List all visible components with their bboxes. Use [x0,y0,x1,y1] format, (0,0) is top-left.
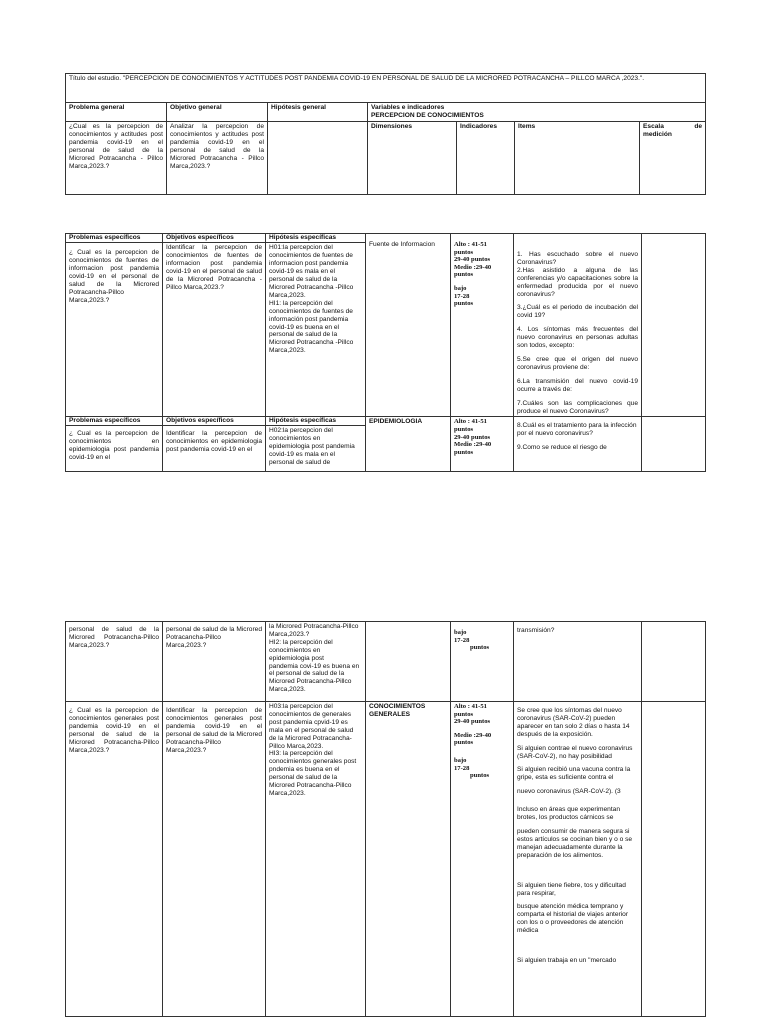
objetivo-epidemiologia: Identificar la percepcion de conocimientos en epidemiologia post pandemia covid-19 en el [163,426,266,472]
dimension-generales: CONOCIMIENTOS GENERALES [366,702,451,1017]
escala-epidemiologia-cont [642,622,706,702]
general-problema: ¿Cual es la percepcion de conocimientos y actitudes post pandemia covid-19 en el personal de salud de la Microred Potracancha - Pillco Marca,2023.? [66,122,167,195]
dimension-epidemiologia-cont [366,622,451,702]
header-hipotesis-general: Hipótesis general [268,103,368,122]
study-title: Título del estudio. "PERCEPCION DE CONOCIMIENTOS Y ACTITUDES POST PANDEMIA COVID-19 EN PERSONAL DE SALUD DE LA MICRORED POTRACANCHA – PILLCO MARCA ,2023.". [66,74,706,103]
objetivo-generales: Identificar la percepcion de conocimientos generales post pandemia covid-19 en el personal de salud de la Microred Potracancha-Pillco Marca,2023.? [163,702,266,1017]
dimension-fuente: Fuente de Informacion [366,234,451,417]
items-fuente: 1. Has escuchado sobre el nuevo Coronavirus? 2.Has asistido a alguna de las conferencias y/o capacitaciones sobre la enfermedad producida por el nuevo coronavirus? 3.¿Cuál es el periodo de incubación del covid 19? 4. Los síntomas más frecuentes del nuevo coronavirus en personas adultas son todos, excepto: 5.Se cree que el origen del nuevo coronavirus proviene de: 6.La transmisión del nuevo covid-19 ocurre a través de: 7.Cuáles son las complicaciones que produce el nuevo Coronavirus? [514,234,642,417]
indicadores-epidemiologia-cont: bajo 17-28 puntos [451,622,514,702]
specific-matrix-table-2 [65,621,705,1017]
header-problemas-especificos-2: Problemas específicos [66,417,163,426]
escala-word-2: de [694,123,703,130]
hipotesis-fuente: H01:la percepcion del conocimientos de fuentes de informacion post pandemia covid-19 es mala en el personal de salud de la Microred Potracancha -Pillco Marca,2023. HI1: la percepción del conocimientos de fuentes de información post pandemia covid-19 es buena en el personal de salud de la Microred Potracancha -Pillco Marca,2023. [266,243,366,417]
hipotesis-epidemiologia: H02:la percepcion del conocimientos en epidemiologia post pandemia covid-19 es mala en el personal de salud de [266,426,366,472]
escala-generales [642,702,706,1017]
specific-matrix-table-1 [65,233,705,472]
header-objetivos-especificos: Objetivos específicos [163,234,266,243]
variable-name: PERCEPCION DE CONOCIMIENTOS [371,111,484,119]
indicadores-epidemiologia: Alto : 41-51 puntos 29-40 puntos Medio :29-40 puntos [451,417,514,472]
problema-epidemiologia-cont: personal de salud de la Microred Potracancha-Pillco Marca,2023.? [66,622,163,702]
header-indicadores: Indicadores [457,122,515,195]
problema-epidemiologia: ¿ Cual es la percepcion de conocimientos en epidemiologia post pandemia covid-19 en el [66,426,163,472]
header-problema-general: Problema general [66,103,167,122]
general-hipotesis [268,122,368,195]
items-epidemiologia-cont: transmisión? [514,622,642,702]
escala-fuente [642,234,706,417]
header-problemas-especificos: Problemas específicos [66,234,163,243]
hipotesis-epidemiologia-cont: la Microred Potracancha-Pillco Marca,2023.? HI2: la percepción del conocimientos en epidemiologia post pandemia covi-19 es buena en el personal de salud de la Microred Potracancha-Pillco Marca,2023. [266,622,366,702]
dimension-epidemiologia: EPIDEMIOLOGIA [366,417,451,472]
indicadores-generales: Alto : 41-51 puntos 29-40 puntos Medio :29-40 puntos bajo 17-28 puntos [451,702,514,1017]
header-objetivo-general: Objetivo general [167,103,268,122]
header-objetivos-especificos-2: Objetivos específicos [163,417,266,426]
items-epidemiologia: 8.Cuál es el tratamiento para la infección por el nuevo coronavirus? 9.Como se reduce el riesgo de [514,417,642,472]
indicadores-fuente: Alto : 41-51 puntos 29-40 puntos Medio :29-40 puntos bajo 17-28 puntos [451,234,514,417]
problema-fuente: ¿ Cual es la percepcion de conocimientos de fuentes de informacion post pandemia covid-19 en el personal de salud de la Microred Potracancha-Pillco Marca,2023.? [66,243,163,417]
objetivo-fuente: Identificar la percepcion de conocimientos de fuentes de informacion post pandemia covid-19 en el personal de salud de la Microred Potracancha -Pillco Marca,2023.? [163,243,266,417]
escala-word-1: Escala [643,123,664,130]
header-hipotesis-especificas: Hipótesis específicas [266,234,366,243]
header-items: Items [515,122,640,195]
header-hipotesis-especificas-2: Hipótesis específicas [266,417,366,426]
hipotesis-generales: H03:la percepcion del conocimientos de generales post pandemia cpvid-19 es mala en el personal de salud de la Microred Potracancha-Pillco Marca,2023. HI3: la percepción del conocimientos generales post pndemia es buena en el personal de salud de la Microred Potracancha-Pillco Marca,2023. [266,702,366,1017]
header-dimensiones: Dimensiones [368,122,457,195]
variables-label: Variables e indicadores [371,104,445,111]
escala-epidemiologia [642,417,706,472]
header-escala: Escala de medición [640,122,706,195]
general-matrix-table [65,73,705,195]
objetivo-epidemiologia-cont: personal de salud de la Microred Potracancha-Pillco Marca,2023.? [163,622,266,702]
items-generales: Se cree que los síntomas del nuevo coronavirus (SAR-CoV-2) pueden aparecer en tan solo 2 días o hasta 14 después de la exposición. Si alguien contrae el nuevo coronavirus (SAR-CoV-2), no hay posibilidad Si alguien recibió una vacuna contra la gripe, esta es suficiente contra el nuevo coronavirus (SAR-CoV-2). (3 Incluso en áreas que experimentan brotes, los productos cárnicos se pueden consumir de manera segura si estos artículos se cocinan bien y o o se manejan adecuadamente durante la preparación de los alimentos. Si alguien tiene fiebre, tos y dificultad para respirar, busque atención médica temprano y comparta el historial de viajes anterior con los o o proveedores de atención médica Si alguien trabaja en un "mercado [514,702,642,1017]
general-objetivo: Analizar la percepcion de conocimientos y actitudes post pandemia covid-19 en el personal de salud de la Microred Potracancha - Pillco Marca,2023.? [167,122,268,195]
problema-generales: ¿ Cual es la percepcion de conocimientos generales post pandemia covid-19 en el personal de salud de la Microred Potracancha-Pillco Marca,2023.? [66,702,163,1017]
header-variables [368,103,706,122]
